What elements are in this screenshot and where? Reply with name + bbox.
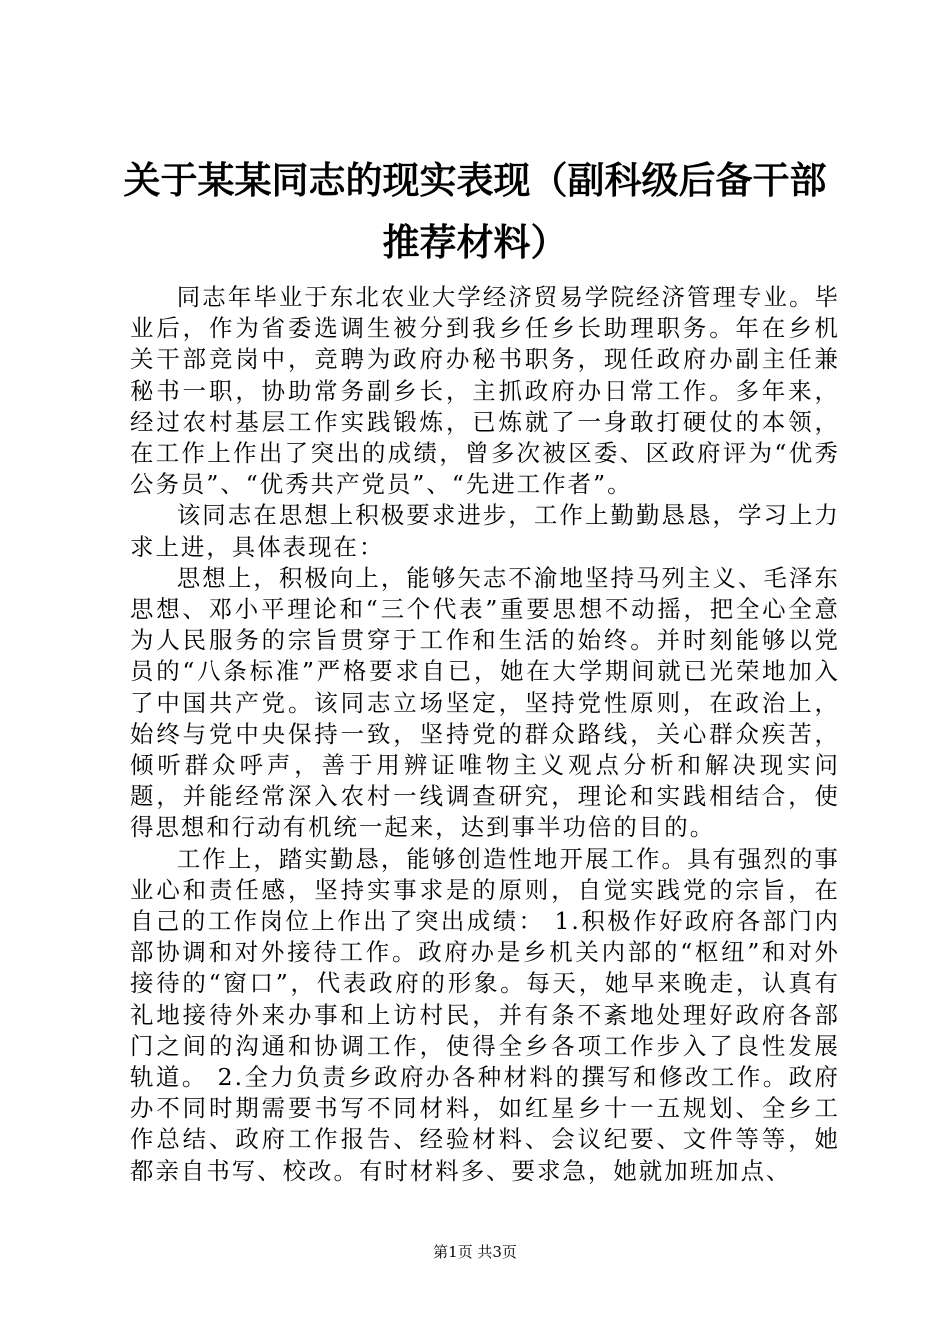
page-number-footer: 第1页 共3页: [433, 1243, 517, 1261]
paragraph-2: 该同志在思想上积极要求进步，工作上勤勤恳恳，学习上力求上进，具体表现在：: [130, 501, 840, 561]
document-title: 关于某某同志的现实表现（副科级后备干部推荐材料）: [123, 159, 827, 264]
paragraph-4: 工作上，踏实勤恳，能够创造性地开展工作。具有强烈的事业心和责任感，坚持实事求是的原则，自觉实践党的宗旨，在自己的工作岗位上作出了突出成绩： 1.积极作好政府各部门内部协调和对外接待工作。政府办是乡机关内部的“枢纽”和对外接待的“窗口”，代表政府的形象。每天，她早来晚走，认真有礼地接待外来办事和上访村民，并有条不紊地处理好政府各部门之间的沟通和协调工作，使得全乡各项工作步入了良性发展轨道。 2.全力负责乡政府办各种材料的撰写和修改工作。政府办不同时期需要书写不同材料，如红星乡十一五规划、全乡工作总结、政府工作报告、经验材料、会议纪要、文件等等，她都亲自书写、校改。有时材料多、要求急，她就加班加点、: [130, 844, 840, 1185]
document-body: [130, 282, 840, 1187]
paragraph-1: 同志年毕业于东北农业大学经济贸易学院经济管理专业。毕业后，作为省委选调生被分到我乡任乡长助理职务。年在乡机关干部竞岗中，竞聘为政府办秘书职务，现任政府办副主任兼秘书一职，协助常务副乡长，主抓政府办日常工作。多年来，经过农村基层工作实践锻炼，已炼就了一身敢打硬仗的本领，在工作上作出了突出的成绩，曾多次被区委、区政府评为“优秀公务员”、“优秀共产党员”、“先进工作者”。: [130, 283, 840, 499]
paragraph-3: 思想上，积极向上，能够矢志不渝地坚持马列主义、毛泽东思想、邓小平理论和“三个代表”重要思想不动摇，把全心全意为人民服务的宗旨贯穿于工作和生活的始终。并时刻能够以党员的“八条标准”严格要求自已，她在大学期间就已光荣地加入了中国共产党。该同志立场坚定，坚持党性原则，在政治上，始终与党中央保持一致，坚持党的群众路线，关心群众疾苦，倾听群众呼声，善于用辨证唯物主义观点分析和解决现实问题，并能经常深入农村一线调查研究，理论和实践相结合，使得思想和行动有机统一起来，达到事半功倍的目的。: [130, 563, 840, 842]
